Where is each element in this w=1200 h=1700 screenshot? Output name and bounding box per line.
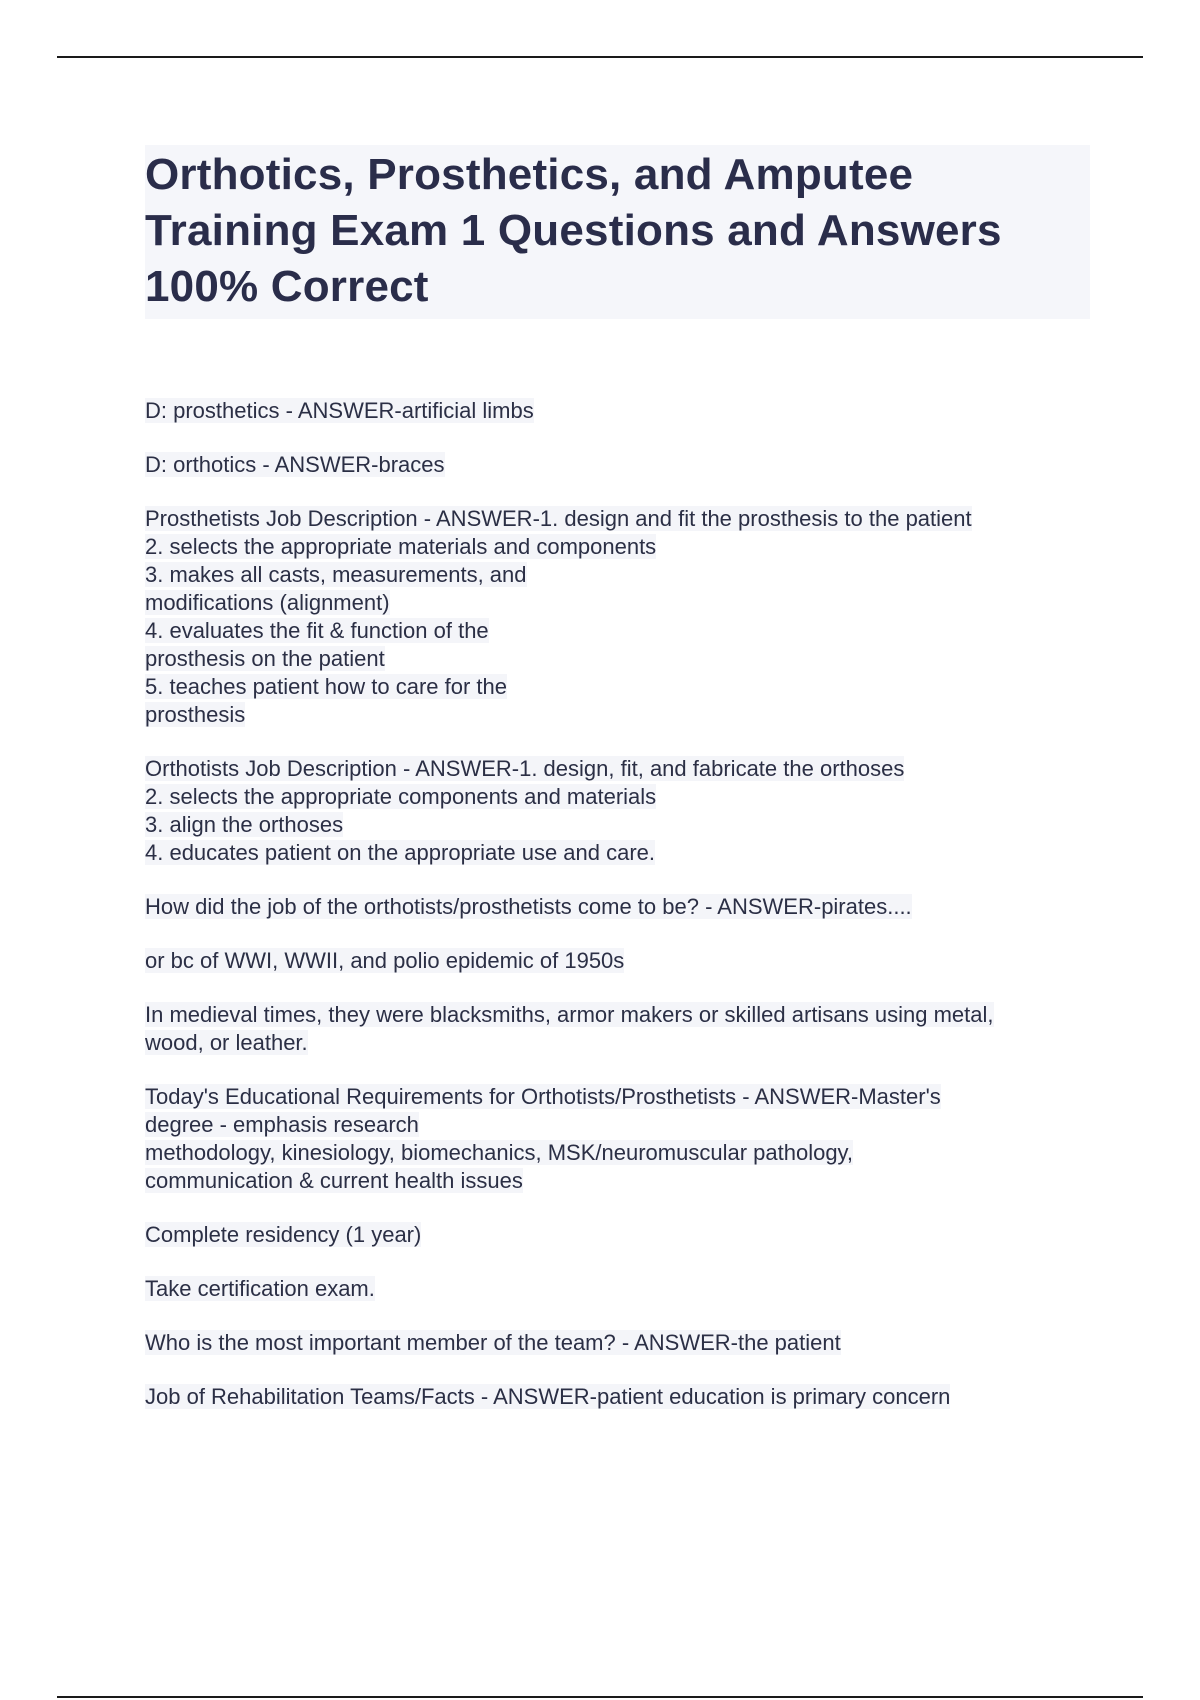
top-divider (57, 56, 1143, 58)
entry-line (145, 1275, 1090, 1303)
entry-line (145, 893, 1090, 921)
entry-text: Who is the most important member of the team? - ANSWER-the patient (145, 1330, 841, 1355)
entry-text: Today's Educational Requirements for Orthotists/Prosthetists - ANSWER-Master's (145, 1084, 941, 1109)
entry-line (145, 947, 1090, 975)
entry-text: wood, or leather. (145, 1030, 308, 1055)
entry-line (145, 533, 1090, 561)
entry-line (145, 617, 1090, 645)
entry-text: 4. educates patient on the appropriate use and care. (145, 840, 656, 865)
entry-line (145, 811, 1090, 839)
entry-text: prosthesis on the patient (145, 646, 385, 671)
entry-text: Complete residency (1 year) (145, 1222, 422, 1247)
entry-line (145, 505, 1090, 533)
entry-text: 4. evaluates the fit & function of the (145, 618, 489, 643)
entry-text: modifications (alignment) (145, 590, 390, 615)
entry-line (145, 1383, 1090, 1411)
qa-entry (145, 1001, 1090, 1057)
entry-line (145, 1029, 1090, 1057)
entry-line (145, 1001, 1090, 1029)
entry-text: Job of Rehabilitation Teams/Facts - ANSWER-patient education is primary concern (145, 1384, 951, 1409)
title-line: Training Exam 1 Questions and Answers (145, 206, 1002, 255)
entry-line (145, 673, 1090, 701)
entry-line (145, 1139, 1090, 1167)
qa-entry (145, 1275, 1090, 1303)
entry-text: or bc of WWI, WWII, and polio epidemic of 1950s (145, 948, 625, 973)
entry-text: methodology, kinesiology, biomechanics, MSK/neuromuscular pathology, (145, 1140, 854, 1165)
entry-text: prosthesis (145, 702, 246, 727)
entry-text: In medieval times, they were blacksmiths, armor makers or skilled artisans using metal, (145, 1002, 994, 1027)
entry-line (145, 589, 1090, 617)
entry-line (145, 783, 1090, 811)
entry-text: 2. selects the appropriate components and materials (145, 784, 657, 809)
entry-line (145, 839, 1090, 867)
entry-text: D: prosthetics - ANSWER-artificial limbs (145, 398, 534, 423)
qa-list (145, 397, 1090, 1411)
entry-line (145, 561, 1090, 589)
title-line: Orthotics, Prosthetics, and Amputee (145, 150, 914, 199)
entry-text: 5. teaches patient how to care for the (145, 674, 508, 699)
entry-text: 2. selects the appropriate materials and components (145, 534, 657, 559)
entry-text: How did the job of the orthotists/prosthetists come to be? - ANSWER-pirates.... (145, 894, 912, 919)
entry-line (145, 645, 1090, 673)
entry-line (145, 451, 1090, 479)
entry-line (145, 397, 1090, 425)
entry-text: Orthotists Job Description - ANSWER-1. design, fit, and fabricate the orthoses (145, 756, 905, 781)
title-line: 100% Correct (145, 262, 429, 311)
qa-entry (145, 1383, 1090, 1411)
entry-line (145, 1221, 1090, 1249)
qa-entry (145, 755, 1090, 867)
qa-entry (145, 893, 1090, 921)
entry-line (145, 1329, 1090, 1357)
entry-text: 3. align the orthoses (145, 812, 344, 837)
entry-line (145, 701, 1090, 729)
qa-entry (145, 451, 1090, 479)
entry-line (145, 1167, 1090, 1195)
qa-entry (145, 1221, 1090, 1249)
entry-line (145, 1111, 1090, 1139)
qa-entry (145, 947, 1090, 975)
entry-text: Prosthetists Job Description - ANSWER-1. design and fit the prosthesis to the patient (145, 506, 972, 531)
entry-text: Take certification exam. (145, 1276, 375, 1301)
entry-line (145, 1083, 1090, 1111)
entry-text: D: orthotics - ANSWER-braces (145, 452, 445, 477)
entry-text: communication & current health issues (145, 1168, 523, 1193)
page-title (145, 147, 1084, 315)
title-block (145, 145, 1090, 319)
entry-text: 3. makes all casts, measurements, and (145, 562, 527, 587)
bottom-divider (57, 1696, 1143, 1698)
entry-text: degree - emphasis research (145, 1112, 419, 1137)
qa-entry (145, 1083, 1090, 1195)
qa-entry (145, 1329, 1090, 1357)
entry-line (145, 755, 1090, 783)
document-body (145, 145, 1090, 1437)
qa-entry (145, 397, 1090, 425)
qa-entry (145, 505, 1090, 729)
